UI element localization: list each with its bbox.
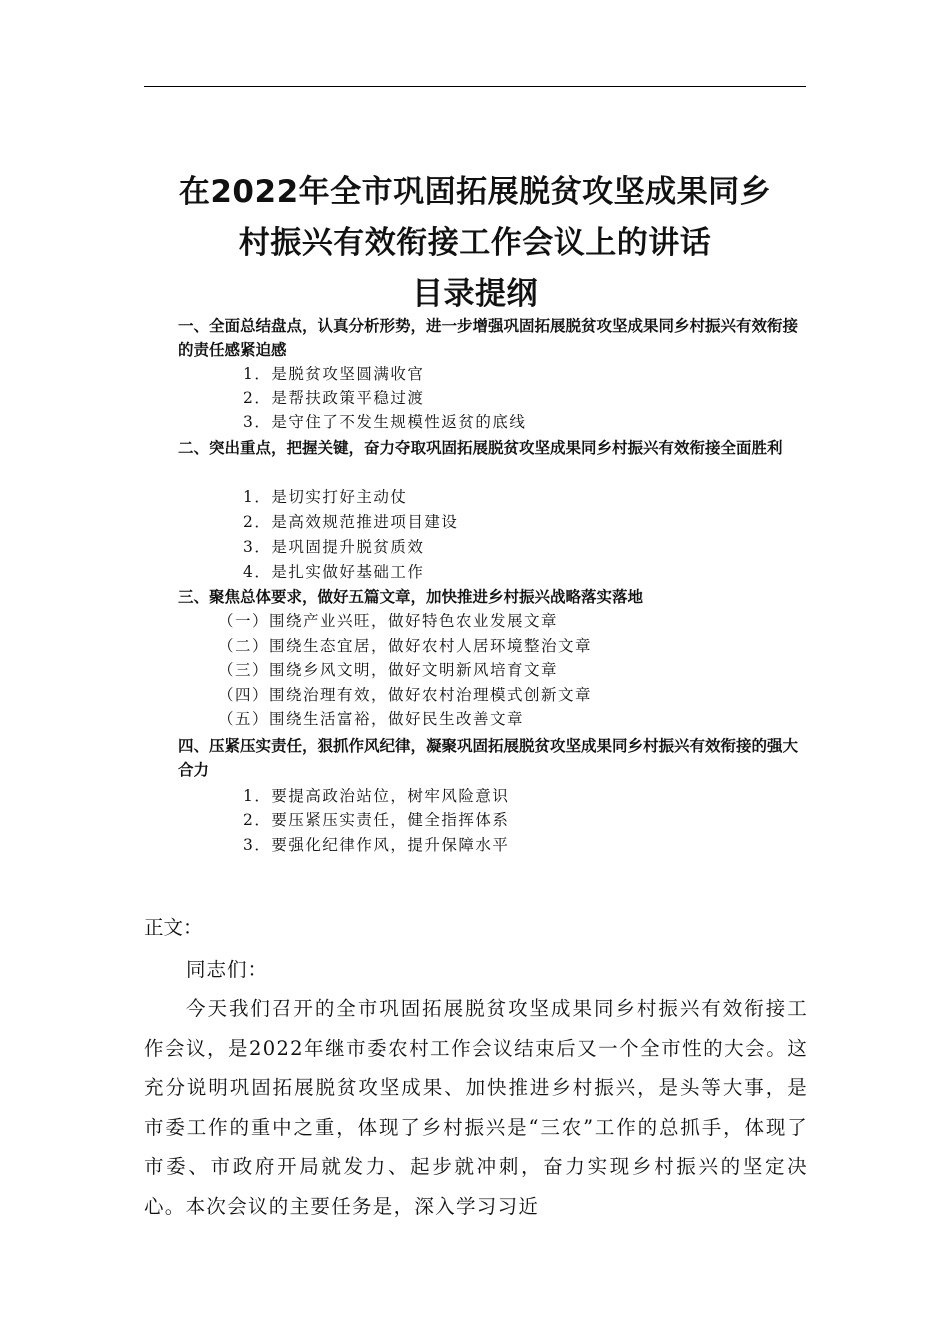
toc-item: 1．是脱贫攻坚圆满收官 bbox=[243, 365, 425, 383]
body-paragraph: 今天我们召开的全市巩固拓展脱贫攻坚成果同乡村振兴有效衔接工作会议，是2022年继市委农村工作会议结束后又一个全市性的大会。这充分说明巩固拓展脱贫攻坚成果、加快推进乡村振兴，是头等大事，是市委工作的重中之重，体现了乡村振兴是“三农”工作的总抓手，体现了市委、市政府开局就发力、起步就冲刺，奋力实现乡村振兴的坚定决心。本次会议的主要任务是，深入学习习近 bbox=[144, 997, 808, 1218]
toc-section-heading: 二、突出重点，把握关键，奋力夺取巩固拓展脱贫攻坚成果同乡村振兴有效衔接全面胜利 bbox=[178, 439, 783, 457]
toc-item: 2．要压紧压实责任，健全指挥体系 bbox=[243, 811, 510, 829]
toc-item: 3．是守住了不发生规模性返贫的底线 bbox=[243, 413, 527, 431]
toc-item: 1．要提高政治站位，树牢风险意识 bbox=[243, 787, 510, 805]
toc-section-heading: 三、聚焦总体要求，做好五篇文章，加快推进乡村振兴战略落实落地 bbox=[178, 588, 644, 606]
toc-item: 1．是切实打好主动仗 bbox=[243, 488, 408, 506]
toc-item: （二）围绕生态宜居，做好农村人居环境整治文章 bbox=[218, 637, 593, 655]
body-label: 正文： bbox=[144, 916, 203, 939]
toc-item: 4．是扎实做好基础工作 bbox=[243, 563, 425, 581]
greeting: 同志们： bbox=[186, 958, 269, 981]
toc-item: （一）围绕产业兴旺，做好特色农业发展文章 bbox=[218, 612, 559, 630]
title-line-3: 目录提纲 bbox=[412, 276, 538, 312]
toc-item: 2．是帮扶政策平稳过渡 bbox=[243, 389, 425, 407]
toc-item: （五）围绕生活富裕，做好民生改善文章 bbox=[218, 710, 525, 728]
title-line-2: 村振兴有效衔接工作会议上的讲话 bbox=[238, 225, 712, 261]
toc-item: 3．是巩固提升脱贫质效 bbox=[243, 538, 425, 556]
toc-section-heading: 一、全面总结盘点，认真分析形势，进一步增强巩固拓展脱贫攻坚成果同乡村振兴有效衔接的责任感紧迫感 bbox=[178, 317, 799, 359]
title-line-1: 在2022年全市巩固拓展脱贫攻坚成果同乡 bbox=[178, 174, 772, 210]
toc-item: 2．是高效规范推进项目建设 bbox=[243, 513, 459, 531]
toc-item: （三）围绕乡风文明，做好文明新风培育文章 bbox=[218, 661, 559, 679]
toc-item: 3．要强化纪律作风，提升保障水平 bbox=[243, 836, 510, 854]
toc-item: （四）围绕治理有效，做好农村治理模式创新文章 bbox=[218, 686, 593, 704]
toc-section-heading: 四、压紧压实责任，狠抓作风纪律，凝聚巩固拓展脱贫攻坚成果同乡村振兴有效衔接的强大合力 bbox=[178, 737, 799, 779]
